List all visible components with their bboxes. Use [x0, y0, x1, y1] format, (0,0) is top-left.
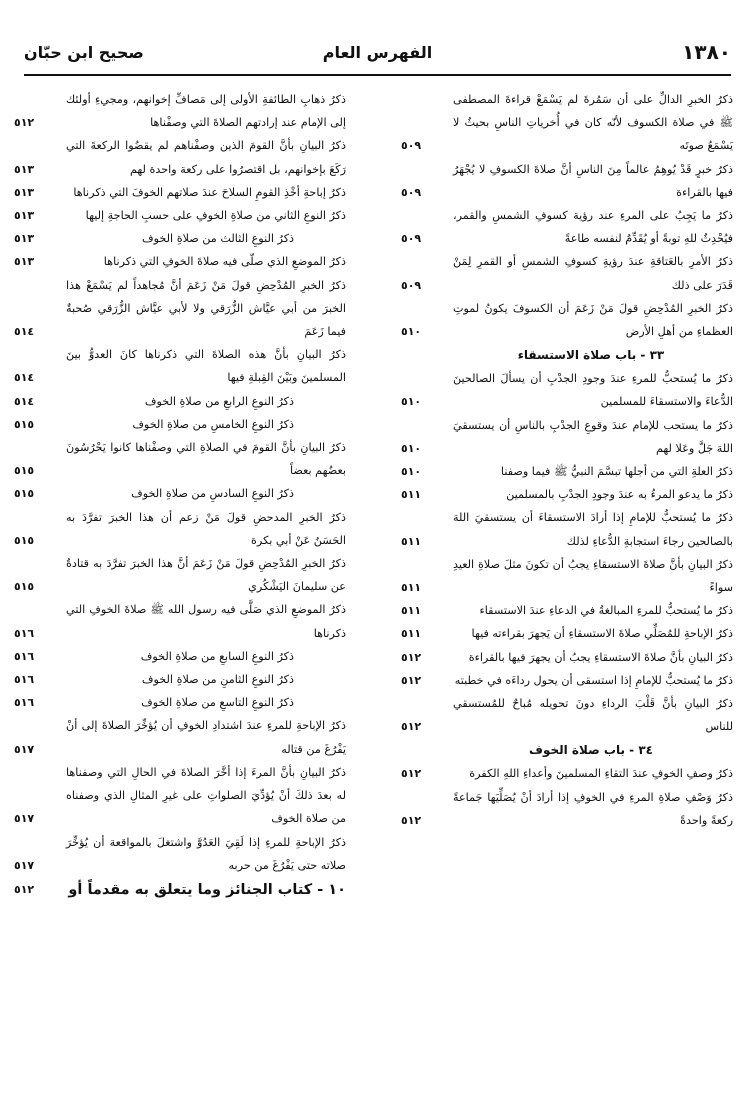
index-entry: [401, 204, 741, 250]
chapter-title: ١٠ - كتاب الجنائز وما يتعلق به مقدماً أو: [68, 881, 346, 898]
entry-text: ذكرُ ما يُستحبُّ للإمامِ إذا استسقى أن يحول رداءَه في خطبته: [454, 673, 733, 687]
entry-text: ذكرُ البيانِ بأنَّ صلاةَ الاستسقاءِ يجبُ أن تكونَ مثلَ صلاةِ العيدِ سواءً: [453, 557, 733, 595]
entry-text: ذكرُ الإباحةِ للمرءِ إذا لَقِيَ العَدُوَّ واشتغلَ بالمواقعة أن يُؤخِّرَ صلاته حتى يَفْرُغَ من حربه: [66, 835, 346, 872]
entry-text: ذكرُ ما يُستحبُّ للمرءِ المبالغةُ في الدعاءِ عندَ الاستسقاء: [479, 604, 733, 618]
index-entry: [14, 436, 354, 482]
entry-text: ذكرُ العلةِ التي من أجلها تبسَّمَ النبيُّ ﷺ فيما وصفنا: [500, 465, 733, 479]
entry-text: ذكرُ البيانِ بأنَّ هذه الصلاةَ التي ذكرناها كانَ العدوُّ بينَ المسلمينَ وبَيْنَ القِبلةِ فيها: [66, 348, 346, 385]
entry-page-number: ٥١٢: [401, 650, 422, 664]
entry-text: ذكرُ النوعِ الثاني من صلاةِ الخوفِ على حسبِ الحاجةِ إليها: [85, 209, 346, 223]
index-entry: [401, 506, 741, 552]
index-entry: [14, 691, 354, 714]
entry-text: ذكرُ ما يستحب للإمام عندَ وقوعِ الجدْبِ بالناسِ أن يستسقيَ اللهَ جَلَّ وعَلا لهم: [453, 418, 733, 455]
entry-page-number: ٥١٥: [14, 464, 35, 478]
entry-text: ذكرُ النوعِ التاسعِ من صلاةِ الخوف: [141, 696, 294, 710]
entry-text: ذكرُ الموضعِ الذي صلّى فيه صلاةَ الخوفِ التي ذكرناها: [103, 255, 346, 269]
index-entry: [401, 367, 741, 413]
entry-text: ذكرُ النوعِ الرابعِ من صلاةِ الخوف: [144, 394, 294, 408]
entry-page-number: ٥١٥: [14, 487, 35, 501]
entry-text: ذكرُ البيانِ بأنَّ صلاةَ الاستسقاءِ يجبُ أن يجهرَ فيها بالقراءة: [468, 650, 733, 664]
section-heading: ٣٤ - باب صلاة الخوف: [529, 743, 653, 758]
index-entry: [401, 646, 741, 669]
index-entry: [401, 158, 741, 204]
entry-text: ذكرُ ما يُستحبُّ للمرءِ عندَ وجودِ الجدْبِ أن يسألَ الصالحينَ الدُّعاءَ والاستسقاءَ للمسلمين: [453, 372, 733, 409]
entry-page-number: ٥١٢: [401, 813, 422, 827]
entry-page-number: ٥١٢: [14, 116, 35, 130]
index-entry: [14, 552, 354, 598]
entry-page-number: ٥١١: [401, 604, 422, 618]
index-entry: [401, 483, 741, 506]
index-entry: [14, 390, 354, 413]
entry-page-number: ٥١٧: [14, 858, 35, 872]
entry-page-number: ٥١٥: [14, 417, 35, 431]
entry-text: ذكرُ الخبرِ المُدْحِضِ قولَ مَنْ زَعَمَ أنَّ مُجاهداً لم يَسْمَعْ هذا الخبرَ من أبي عيَّاش الزُّرَقي ولا لأبي عيَّاش الزُّرَقي صُحبةٌ فيما زَعَمَ: [66, 278, 346, 339]
index-entry: [14, 181, 354, 204]
entry-page-number: ٥١٦: [14, 673, 35, 687]
entry-text: ذكرُ البيانِ بأنَّ قَلْبَ الرداءِ دونَ تحويله مُباحٌ للمُستسقي للناس: [453, 697, 733, 734]
entry-text: ذكرُ الخبرِ المُدْحِضِ قولَ مَنْ زَعَمَ أن الكسوفَ يكونُ لموتِ العظماءِ من أهلِ الأرض: [453, 301, 733, 339]
entry-page-number: ٥١٠: [401, 465, 422, 479]
entry-text: ذكرُ الموضعِ الذي صَلَّى فيه رسول الله ﷺ صلاةَ الخوفِ التي ذكرناها: [66, 603, 346, 640]
entry-page-number: ٥١٢: [14, 882, 35, 896]
index-entry: [401, 622, 741, 645]
index-entry: [14, 274, 354, 344]
entry-page-number: ٥٠٩: [401, 278, 422, 292]
entry-page-number: ٥١٢: [401, 673, 422, 687]
index-entry: [14, 88, 354, 134]
entry-page-number: ٥١٣: [14, 232, 35, 246]
index-entry: [401, 786, 741, 832]
index-entry: [14, 831, 354, 877]
entry-text: ذكرُ النوعِ السادسِ من صلاةِ الخوف: [131, 487, 294, 501]
index-entry: [14, 227, 354, 250]
index-column-right: [401, 88, 741, 832]
entry-text: ذكرُ النوعِ الخامسِ من صلاةِ الخوف: [132, 417, 294, 431]
entry-page-number: ٥١٣: [14, 209, 35, 223]
entry-page-number: ٥٠٩: [401, 232, 422, 246]
running-title: الفهرس العام: [322, 43, 433, 62]
entry-page-number: ٥١٧: [14, 742, 35, 756]
entry-page-number: ٥١٧: [14, 812, 35, 826]
header-divider: [24, 74, 731, 76]
entry-text: ذكرُ البيانِ بأنَّ القومَ في الصلاةِ التي وصفْناها كانوا يَحْرُسُونَ بعضُهم بعضاً: [66, 441, 346, 478]
entry-text: ذكرُ الإباحةِ للمرءِ عندَ اشتدادِ الخوفِ أن يُؤخِّرَ الصلاةَ إلى أنْ يَفْرُغَ من قتاله: [66, 719, 346, 756]
entry-text: ذكرُ النوعِ السابعِ من صلاةِ الخوف: [140, 649, 294, 663]
entry-page-number: ٥١٠: [401, 441, 422, 455]
entry-text: ذكرُ إباحةِ أخْذِ القومِ السلاحَ عندَ صلاتهم الخوفَ التي ذكرناها: [73, 185, 346, 199]
index-entry: [401, 762, 741, 785]
entry-page-number: ٥١٢: [401, 720, 422, 734]
index-entry: [401, 553, 741, 599]
entry-text: ذكرُ ما يُستحبُّ للإمامِ إذا أرادَ الاستسقاءَ أن يستسقيَ اللهَ بالصالحين رجاءَ استجابةِ الدُّعاءِ لذلك: [453, 511, 733, 548]
index-entry: [14, 134, 354, 180]
entry-text: ذكرُ النوعِ الثامنِ من صلاةِ الخوف: [141, 673, 294, 687]
index-entry: [401, 669, 741, 692]
index-entry: [401, 460, 741, 483]
index-entry: [14, 343, 354, 389]
entry-text: ذكرُ ما يَجِبُ على المرءِ عند رؤية كسوفِ الشمسِ والقمر، فيُحْدِثُ للهِ توبةً أو يُقَدِّمُ لنفسه طاعةً: [453, 209, 733, 246]
entry-text: ذكرُ البيانِ بأنَّ القومَ الذين وصفْناهم لم يقضُوا الركعةَ التي رَكَعَ بإخوانهم، بل اقتصرُوا على ركعة واحدة لهم: [66, 139, 346, 176]
entry-page-number: ٥١٦: [14, 696, 35, 710]
entry-page-number: ٥١٥: [14, 533, 35, 547]
index-entry: [401, 414, 741, 460]
entry-page-number: ٥١٣: [14, 255, 35, 269]
book-title: صحيح ابن حبّان: [24, 43, 144, 62]
section-heading: ٣٣ - باب صلاة الاستسقاء: [517, 348, 665, 363]
page-number: ١٣٨٠: [682, 40, 731, 64]
entry-text: ذكرُ وَصْفِ صلاةِ المرءِ في الخوفِ إذا أرادَ أنْ يُصَلِّيَها جَماعةً ركعةً واحدةً: [453, 790, 733, 827]
entry-text: ذكرُ ما يدعو المرءُ به عندَ وجودِ الجدْبِ بالمسلمين: [506, 488, 733, 502]
entry-page-number: ٥١٣: [14, 185, 35, 199]
index-entry: [14, 598, 354, 644]
entry-text: ذكرُ البيانِ بأنَّ المرءَ إذا أخَّرَ الصلاةَ في الحالِ التي وصفناها له بعدَ ذلكَ أنْ يُؤدِّيَ الصلواتِ على غيرِ المثالِ الذي وصفناه من صلاة الخوف: [66, 765, 346, 826]
entry-page-number: ٥١٦: [14, 649, 35, 663]
entry-page-number: ٥٠٩: [401, 185, 422, 199]
index-entry: [14, 413, 354, 436]
entry-page-number: ٥١٥: [14, 580, 35, 594]
entry-page-number: ٥١٤: [14, 325, 35, 339]
entry-page-number: ٥١١: [401, 488, 422, 502]
entry-page-number: ٥١١: [401, 581, 422, 595]
entry-page-number: ٥١٠: [401, 395, 422, 409]
entry-text: ذكرُ خبرٍ قَدْ يُوهِمُ عالماً مِنَ الناسِ أنَّ صلاةَ الكسوفِ لا يُجْهَرُ فيها بالقراءة: [453, 162, 733, 199]
index-entry: [14, 761, 354, 831]
index-entry: [14, 204, 354, 227]
index-entry: [14, 506, 354, 552]
entry-text: ذكرُ الخبرِ المُدْحِضِ قولَ مَنْ زَعَمَ أنَّ هذا الخبرَ تفرَّدَ به قتادةُ عن سليمانَ اليَشْكُري: [66, 557, 346, 594]
entry-page-number: ٥١٤: [14, 394, 35, 408]
entry-text: ذكرُ وصفِ الخوفِ عندَ التقاءِ المسلمينَ وأعداءِ اللهِ الكفرة: [469, 767, 733, 781]
entry-text: ذكرُ الخبرِ المدحضِ قولَ مَنْ زعم أن هذا الخبرَ تفرَّدَ به الحَسَنُ عَنْ أبي بكرة: [66, 510, 346, 547]
entry-page-number: ٥١١: [401, 534, 422, 548]
index-entry: [14, 714, 354, 760]
entry-page-number: ٥١٢: [401, 767, 422, 781]
index-entry: [401, 250, 741, 296]
index-entry: [14, 482, 354, 505]
entry-page-number: ٥١٦: [14, 626, 35, 640]
entry-text: ذكرُ الإباحةِ للمُصَلِّي صلاةَ الاستسقاءِ أن يَجهرَ بقراءته فيها: [471, 627, 733, 641]
entry-page-number: ٥١٣: [14, 162, 35, 176]
index-column-left: [14, 88, 354, 903]
chapter-heading: [14, 877, 354, 903]
index-entry: [14, 668, 354, 691]
index-entry: [14, 250, 354, 273]
index-entry: [401, 297, 741, 343]
index-entry: [401, 692, 741, 738]
entry-page-number: ٥١٤: [14, 371, 35, 385]
entry-page-number: ٥٠٩: [401, 139, 422, 153]
entry-text: ذكرُ الأمرِ بالعَتاقةِ عندَ رؤيةِ كسوفِ الشمسِ أو القمرِ لِمَنْ قَدَرَ على ذلك: [453, 255, 733, 292]
entry-text: ذكرُ الخبرِ الدالِّ على أن سَمُرةَ لم يَسْمَعْ قراءةَ المصطفى ﷺ في صلاة الكسوف لأنّه كان في أُخرياتِ الناسِ بحيثُ لا يَسْمَعُ صوتَه: [453, 93, 733, 153]
index-entry: [401, 599, 741, 622]
entry-page-number: ٥١١: [401, 627, 422, 641]
entry-text: ذكرُ النوعِ الثالث من صلاةِ الخوف: [142, 232, 294, 246]
entry-page-number: ٥١٠: [401, 325, 422, 339]
index-entry: [14, 645, 354, 668]
entry-text: ذكرُ ذهابِ الطائفةِ الأولى إلى مَصافِّ إخوانهم، ومجيءِ أولئك إلى الإمام عند إرادتهم الصلاةَ التي وصفْناها: [66, 93, 346, 130]
index-entry: [401, 88, 741, 158]
page-header: [24, 40, 731, 72]
